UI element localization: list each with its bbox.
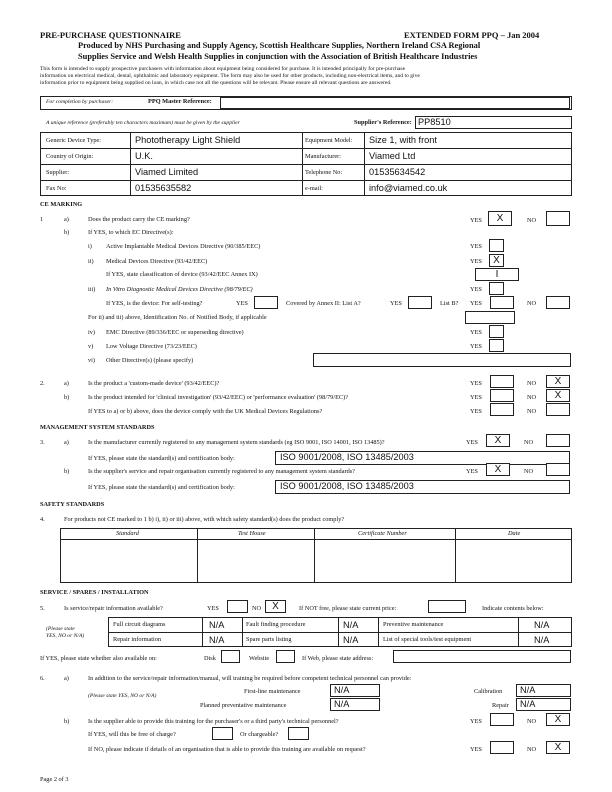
notified-body-input[interactable] bbox=[465, 311, 515, 324]
repair-value: N/A bbox=[520, 699, 536, 709]
preventive-value[interactable]: N/A bbox=[534, 620, 550, 630]
website-box[interactable] bbox=[276, 650, 295, 663]
q3b-text: Is the supplier's service and repair organisation currently registered to any management system standards? bbox=[88, 468, 355, 475]
q2a-yes-label: YES bbox=[470, 380, 482, 387]
q3a-no-box[interactable] bbox=[546, 434, 570, 447]
website-label: Website bbox=[249, 655, 270, 662]
supplier-ref-note: A unique reference (preferably ten characters maximum) must be given by the supplier bbox=[46, 120, 240, 126]
q2c-no-box[interactable] bbox=[546, 403, 570, 416]
q6b-no-label: NO bbox=[527, 718, 537, 725]
q1a-no-label: NO bbox=[527, 217, 537, 224]
q6b-yes-box[interactable] bbox=[490, 713, 514, 726]
q6b-letter: b) bbox=[64, 718, 70, 725]
q5-indicate: Indicate contents below: bbox=[482, 605, 544, 612]
q6b-charge-box[interactable] bbox=[288, 727, 309, 740]
q6b-free-box[interactable] bbox=[212, 727, 233, 740]
service-heading: SERVICE / SPARES / INSTALLATION bbox=[40, 589, 149, 596]
q3b-yes-label: YES bbox=[466, 468, 478, 475]
q1b-iv-num: iv) bbox=[88, 329, 95, 336]
q5-no-label: NO bbox=[252, 605, 262, 612]
q1b-ii-box[interactable]: X bbox=[489, 254, 504, 267]
telephone-label: Telephone No: bbox=[305, 169, 343, 176]
q1b-iii-yes-label: YES bbox=[470, 286, 482, 293]
q1b-i-yes-label: YES bbox=[470, 243, 482, 250]
web-address-label: If Web, please state address: bbox=[302, 655, 374, 662]
q2c-text: If YES to a) or b) above, does the device comply with the UK Medical Devices Regulations? bbox=[88, 408, 323, 415]
q1a-yes-label: YES bbox=[470, 217, 482, 224]
q3a-sub: If YES, please state the standard(s) and certification body: bbox=[88, 455, 235, 462]
q2c-yes-label: YES bbox=[470, 408, 482, 415]
intro-line-1: This form is intended to supply prospective purchasers with information about equipment being considered for purchase. It is intended principally for pre-purchase bbox=[40, 66, 406, 72]
q3b-no-box[interactable] bbox=[546, 463, 570, 476]
model-label: Equipment Model: bbox=[305, 137, 353, 144]
q5-no-box[interactable]: X bbox=[265, 600, 286, 613]
purchaser-label: For completion by purchaser: bbox=[46, 99, 114, 105]
q1b-v-text: Low Voltage Directive (73/23/EEC) bbox=[106, 343, 197, 350]
q3a-text: Is the manufacturer currently registered to any management system standards (eg ISO 9001, ISO 14001, ISO 13485)? bbox=[88, 439, 385, 446]
list-b-no-label: NO bbox=[527, 300, 537, 307]
q6a-letter: a) bbox=[64, 675, 69, 682]
q6b-no-box[interactable]: X bbox=[546, 713, 570, 726]
q1b-iv-yes-label: YES bbox=[470, 329, 482, 336]
intro-line-2: information on electrical medical, dental, ophthalmic and laboratory equipment. The form may also be used for other products, including non-electrical items, and to give bbox=[40, 73, 420, 79]
q2c-no-label: NO bbox=[527, 408, 537, 415]
q1a-text: Does the product carry the CE marking? bbox=[88, 216, 190, 223]
telephone-value[interactable]: 01535634542 bbox=[369, 167, 426, 177]
circuit-value[interactable]: N/A bbox=[209, 620, 225, 630]
q6b-no-no-box[interactable]: X bbox=[546, 741, 570, 754]
q1b-v-yes-label: YES bbox=[470, 343, 482, 350]
fax-label: Fax No: bbox=[46, 185, 67, 192]
email-label: e-mail: bbox=[305, 185, 323, 192]
self-testing-label: If YES, is the device: For self-testing? bbox=[106, 300, 203, 307]
col-standard: Standard bbox=[116, 530, 139, 537]
q5-text: Is service/repair information available? bbox=[64, 605, 163, 612]
q6b-no-yes-box[interactable] bbox=[490, 741, 514, 754]
q5-price-input[interactable] bbox=[428, 600, 466, 613]
planned-label: Planned preventative maintenance bbox=[200, 702, 287, 709]
avail-label: If YES, please state whether also available on: bbox=[40, 655, 157, 662]
q1b-i-text: Active Implantable Medical Devices Directive (90/385/EEC) bbox=[106, 243, 261, 250]
web-address-input[interactable] bbox=[393, 650, 571, 663]
tools-value[interactable]: N/A bbox=[534, 635, 550, 645]
q2c-yes-box[interactable] bbox=[490, 403, 514, 416]
preventive-label: Preventive maintenance bbox=[383, 621, 444, 628]
list-b-no-box[interactable] bbox=[546, 296, 570, 309]
q3a-no-label: NO bbox=[524, 439, 534, 446]
q2a-yes-box[interactable] bbox=[490, 375, 514, 388]
circuit-label: Full circuit diagrams bbox=[113, 621, 166, 628]
ppq-master-label: PPQ Master Reference: bbox=[148, 98, 212, 105]
q6b-yes-label: YES bbox=[470, 718, 482, 725]
repair-info-value[interactable]: N/A bbox=[209, 635, 225, 645]
q2b-yes-label: YES bbox=[470, 394, 482, 401]
q6-number: 6. bbox=[40, 675, 45, 682]
q2a-no-box[interactable]: X bbox=[546, 375, 570, 388]
q1b-letter: b) bbox=[64, 229, 70, 236]
q6b-no-text: If NO, please indicate if details of an organisation that is able to provide this training are available on request? bbox=[88, 746, 366, 753]
col-date: Date bbox=[508, 530, 521, 537]
q2a-no-label: NO bbox=[527, 380, 537, 387]
disk-box[interactable] bbox=[221, 650, 240, 663]
q1b-ii-num: ii) bbox=[88, 258, 94, 265]
spares-value[interactable]: N/A bbox=[343, 635, 359, 645]
q2b-letter: b) bbox=[64, 394, 70, 401]
q5-not-free-label: If NOT free, please state current price: bbox=[299, 605, 397, 612]
please-state-1: (Please state bbox=[46, 626, 75, 632]
mgmt-heading: MANAGEMENT SYSTEM STANDARDS bbox=[40, 424, 155, 431]
q1b-ii-sub: If YES, state classification of device (93/42/EEC Annex IX) bbox=[106, 271, 258, 278]
q2b-yes-box[interactable] bbox=[490, 389, 514, 402]
q1b-vi-text: Other Directive(s) (please specify) bbox=[106, 357, 194, 364]
q3a-letter: a) bbox=[64, 439, 69, 446]
ce-heading: CE MARKING bbox=[40, 201, 83, 208]
q5-yes-box[interactable] bbox=[227, 600, 248, 613]
fault-label: Fault finding procedure bbox=[246, 621, 306, 628]
q1b-iii-text: In Vitro Diagnostic Medical Devices Directive (98/79/EC) bbox=[106, 286, 253, 293]
q6b-charge-label: Or chargeable? bbox=[240, 731, 279, 738]
supplier-ref-label: Supplier's Reference: bbox=[354, 119, 412, 126]
q3a-yes-box[interactable]: X bbox=[486, 434, 510, 447]
list-b-yes-label: YES bbox=[470, 300, 482, 307]
list-a-box[interactable] bbox=[408, 296, 432, 309]
repair-label: Repair bbox=[492, 702, 509, 709]
list-a-yes-label: YES bbox=[390, 300, 402, 307]
q1b-iii-num: iii) bbox=[88, 286, 96, 293]
self-testing-box[interactable] bbox=[254, 296, 278, 309]
produced-line-2: Supplies Service and Welsh Health Supplies in conjunction with the Association of British Healthcare Industries bbox=[78, 52, 478, 61]
notified-body-label: For ii) and iii) above, Identification No. of Notified Body, if applicable bbox=[88, 314, 267, 321]
first-line-value: N/A bbox=[334, 685, 350, 695]
form-version: EXTENDED FORM PPQ – Jan 2004 bbox=[404, 30, 540, 40]
tools-label: List of special tools/test equipment bbox=[383, 636, 472, 643]
q3b-standards-value: ISO 9001/2008, ISO 13485/2003 bbox=[280, 481, 414, 491]
q3b-sub: If YES, please state the standard(s) and certification body: bbox=[88, 484, 235, 491]
q1b-iii-box[interactable] bbox=[489, 282, 504, 295]
page-number: Page 2 of 3 bbox=[40, 776, 69, 783]
q6b-free-label: If YES, will this be free of charge? bbox=[88, 731, 176, 738]
device-class-box[interactable]: I bbox=[475, 268, 519, 281]
q2b-no-label: NO bbox=[527, 394, 537, 401]
manufacturer-label: Manufacturer: bbox=[305, 153, 342, 160]
q6b-text: Is the supplier able to provide this training for the purchaser's or a third party's technical personnel? bbox=[88, 718, 339, 725]
q1a-no-box[interactable] bbox=[546, 211, 570, 226]
first-line-label: First-line maintenance bbox=[244, 688, 301, 695]
planned-value: N/A bbox=[334, 699, 350, 709]
q3b-letter: b) bbox=[64, 468, 70, 475]
supplier-label: Supplier: bbox=[46, 169, 70, 176]
spares-label: Spare parts listing bbox=[246, 636, 292, 643]
please-state-2: YES, NO or N/A) bbox=[46, 633, 85, 639]
q5-number: 5. bbox=[40, 605, 45, 612]
fault-value[interactable]: N/A bbox=[343, 620, 359, 630]
list-b-yes-box[interactable] bbox=[490, 296, 514, 309]
q1b-iv-box[interactable] bbox=[489, 325, 504, 338]
repair-info-label: Repair information bbox=[113, 636, 162, 643]
q4-text: For products not CE marked to 1 b) i), ii) or iii) above, with which safety standard(s) does the product comply? bbox=[64, 516, 345, 523]
q2-number: 2. bbox=[40, 380, 45, 387]
q1b-text: If YES, to which EC Directive(s): bbox=[88, 229, 174, 236]
ppq-master-input[interactable] bbox=[220, 97, 570, 109]
q6b-no-yes-label: YES bbox=[470, 746, 482, 753]
q2b-no-box[interactable]: X bbox=[546, 389, 570, 402]
col-test-house: Test House bbox=[238, 530, 266, 537]
calibration-label: Calibration bbox=[474, 688, 503, 695]
self-testing-yes-label: YES bbox=[236, 300, 248, 307]
q1-number: 1 bbox=[40, 216, 44, 223]
q1b-i-num: i) bbox=[88, 243, 92, 250]
q4-number: 4. bbox=[40, 516, 45, 523]
q1b-i-box[interactable] bbox=[489, 239, 504, 252]
safety-heading: SAFETY STANDARDS bbox=[40, 501, 105, 508]
q2b-text: Is the product intended for 'clinical investigation' (93/42/EEC) or 'performance evaluation' (98/79/EC)? bbox=[88, 394, 349, 401]
list-a-label: Covered by Annex II: List A? bbox=[286, 300, 361, 307]
q6b-no-no-label: NO bbox=[527, 746, 537, 753]
q3b-no-label: NO bbox=[524, 468, 534, 475]
supplier-ref-value: PP8510 bbox=[418, 117, 451, 127]
q6a-text: In addition to the service/repair information/manual, will training be required before competent technical personnel can provide: bbox=[88, 675, 412, 682]
col-certificate: Certificate Number bbox=[358, 530, 407, 537]
country-label: Country of Origin: bbox=[46, 153, 94, 160]
intro-line-3: information prior to equipment being supplied on loan, in which case not all the questions will be relevant. Please ensure all relevant questions are answered. bbox=[40, 80, 392, 86]
fax-value[interactable]: 01535635582 bbox=[135, 183, 192, 193]
supplier-value[interactable]: Viamed Limited bbox=[135, 167, 199, 177]
disk-label: Disk bbox=[204, 655, 216, 662]
q3-number: 3. bbox=[40, 439, 45, 446]
q2a-letter: a) bbox=[64, 380, 69, 387]
email-value[interactable]: info@viamed.co.uk bbox=[369, 183, 448, 193]
q1b-ii-text: Medical Devices Directive (93/42/EEC) bbox=[106, 258, 208, 265]
q1a-letter: a) bbox=[64, 216, 69, 223]
calibration-value: N/A bbox=[520, 685, 536, 695]
list-b-label: List B? bbox=[440, 300, 459, 307]
q1b-v-num: v) bbox=[88, 343, 94, 350]
form-title: PRE-PURCHASE QUESTIONNAIRE bbox=[40, 30, 181, 40]
produced-line-1: Produced by NHS Purchasing and Supply Agency, Scottish Healthcare Supplies, Northern Ireland CSA Regional bbox=[78, 41, 481, 50]
q1b-iv-text: EMC Directive (89/336/EEC or superseding directive) bbox=[106, 329, 244, 336]
q3b-yes-box[interactable]: X bbox=[486, 463, 510, 476]
generic-type-value[interactable]: Phototherapy Light Shield bbox=[135, 135, 241, 145]
other-directives-input[interactable] bbox=[313, 353, 571, 367]
manufacturer-value[interactable]: Viamed Ltd bbox=[369, 151, 416, 161]
q1a-yes-box[interactable]: X bbox=[488, 211, 512, 226]
q1b-ii-yes-label: YES bbox=[470, 258, 482, 265]
q2a-text: Is the product a 'custom-made device' (93/42/EEC)? bbox=[88, 380, 220, 387]
generic-type-label: Generic Device Type: bbox=[46, 137, 102, 144]
q5-yes-label: YES bbox=[207, 605, 219, 612]
q1b-vi-num: vi) bbox=[88, 357, 95, 364]
model-value[interactable]: Size 1, with front bbox=[369, 135, 437, 145]
q1b-v-box[interactable] bbox=[489, 339, 504, 352]
q3a-yes-label: YES bbox=[466, 439, 478, 446]
q3a-standards-value: ISO 9001/2008, ISO 13485/2003 bbox=[280, 452, 414, 462]
q6-please-state: (Please state YES, NO or N/A) bbox=[88, 693, 157, 699]
country-value[interactable]: U.K. bbox=[135, 151, 153, 161]
